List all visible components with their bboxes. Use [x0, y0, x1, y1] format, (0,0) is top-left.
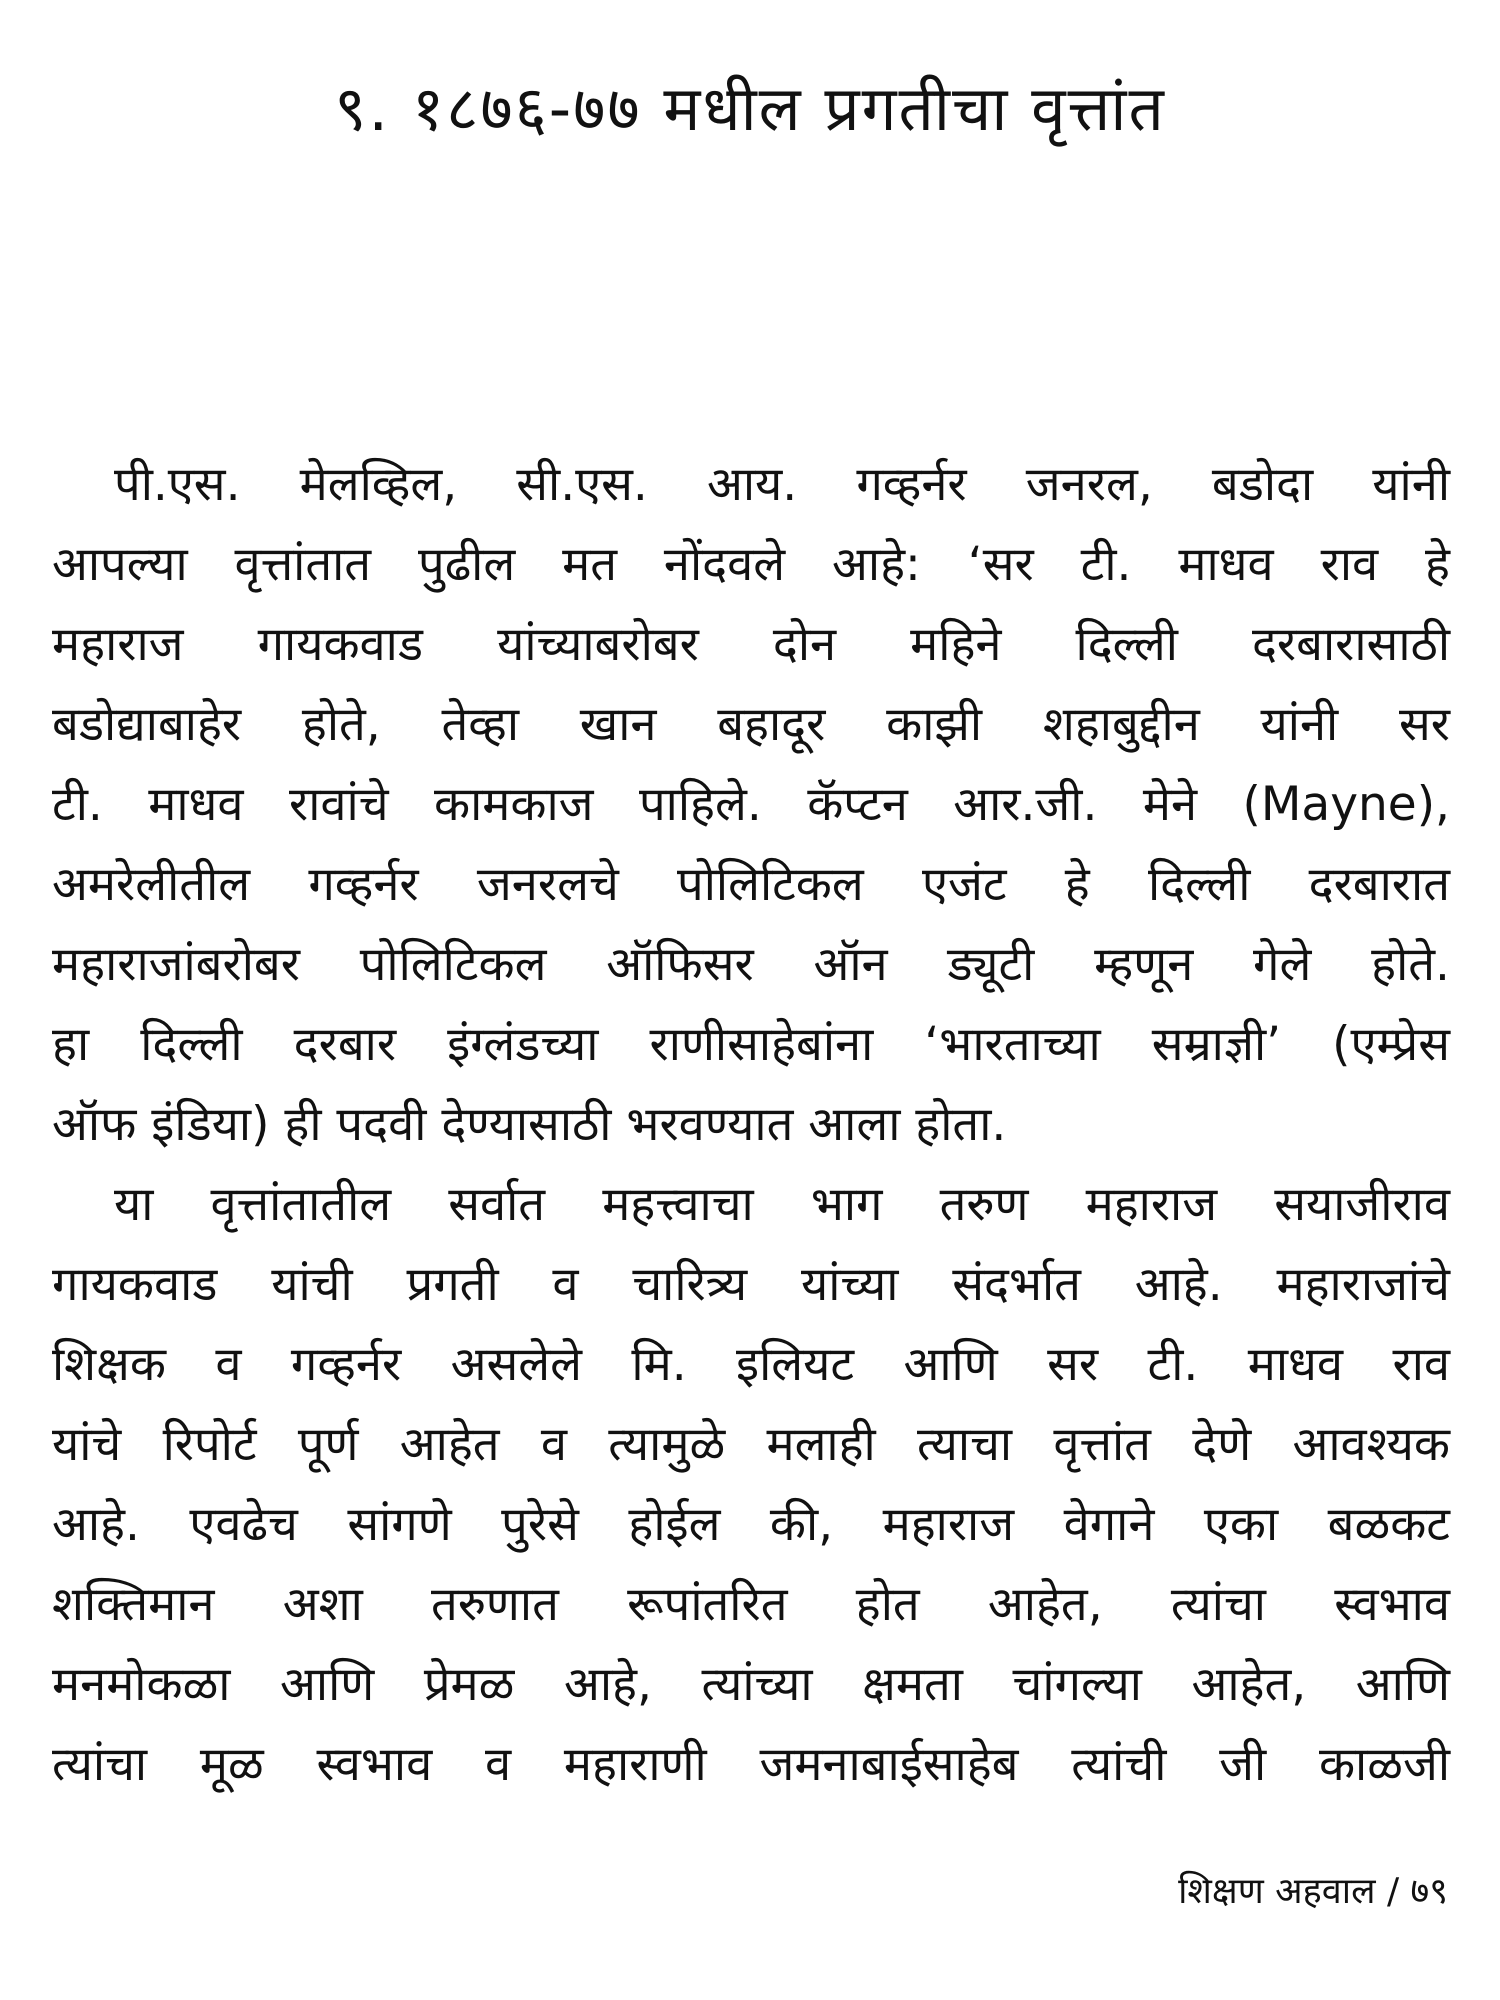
paragraph-line: मनमोकळा आणि प्रेमळ आहे, त्यांच्या क्षमता चांगल्या आहेत, आणि [52, 1657, 1450, 1712]
paragraph-line: पी.एस. मेलव्हिल, सी.एस. आय. गव्हर्नर जनरल, बडोदा यांनी [114, 457, 1450, 512]
paragraph-line: या वृत्तांतातील सर्वात महत्त्वाचा भाग तरुण महाराज सयाजीराव [114, 1177, 1450, 1232]
paragraph-line: टी. माधव रावांचे कामकाज पाहिले. कॅप्टन आर.जी. मेने (Mayne), [52, 777, 1450, 832]
paragraph-line: आपल्या वृत्तांतात पुढील मत नोंदवले आहे: ‘सर टी. माधव राव हे [52, 537, 1450, 592]
page-footer: शिक्षण अहवाल / ७९ [1178, 1871, 1448, 1912]
paragraph-line: गायकवाड यांची प्रगती व चारित्र्य यांच्या संदर्भात आहे. महाराजांचे [52, 1257, 1450, 1312]
paragraph-line: महाराजांबरोबर पोलिटिकल ऑफिसर ऑन ड्यूटी म्हणून गेले होते. [52, 937, 1450, 992]
paragraph-line: ऑफ इंडिया) ही पदवी देण्यासाठी भरवण्यात आला होता. [52, 1097, 1007, 1152]
body-text [52, 445, 1450, 1805]
paragraph-line: शिक्षक व गव्हर्नर असलेले मि. इलियट आणि सर टी. माधव राव [52, 1337, 1450, 1392]
paragraph-line: अमरेलीतील गव्हर्नर जनरलचे पोलिटिकल एजंट हे दिल्ली दरबारात [52, 857, 1450, 912]
paragraph-line: त्यांचा मूळ स्वभाव व महाराणी जमनाबाईसाहेब त्यांची जी काळजी [52, 1737, 1450, 1792]
paragraph-line: हा दिल्ली दरबार इंग्लंडच्या राणीसाहेबांना ‘भारताच्या सम्राज्ञी’ (एम्प्रेस [52, 1017, 1450, 1072]
paragraph-line: शक्तिमान अशा तरुणात रूपांतरित होत आहेत, त्यांचा स्वभाव [52, 1577, 1450, 1632]
paragraph-line: महाराज गायकवाड यांच्याबरोबर दोन महिने दिल्ली दरबारासाठी [52, 617, 1450, 672]
page-title: ९. १८७६-७७ मधील प्रगतीचा वृत्तांत [334, 72, 1166, 145]
paragraph-line: बडोद्याबाहेर होते, तेव्हा खान बहादूर काझी शहाबुद्दीन यांनी सर [52, 697, 1450, 752]
paragraph-line: आहे. एवढेच सांगणे पुरेसे होईल की, महाराज वेगाने एका बळकट [52, 1497, 1450, 1552]
paragraph-line: यांचे रिपोर्ट पूर्ण आहेत व त्यामुळे मलाही त्याचा वृत्तांत देणे आवश्यक [52, 1417, 1450, 1472]
